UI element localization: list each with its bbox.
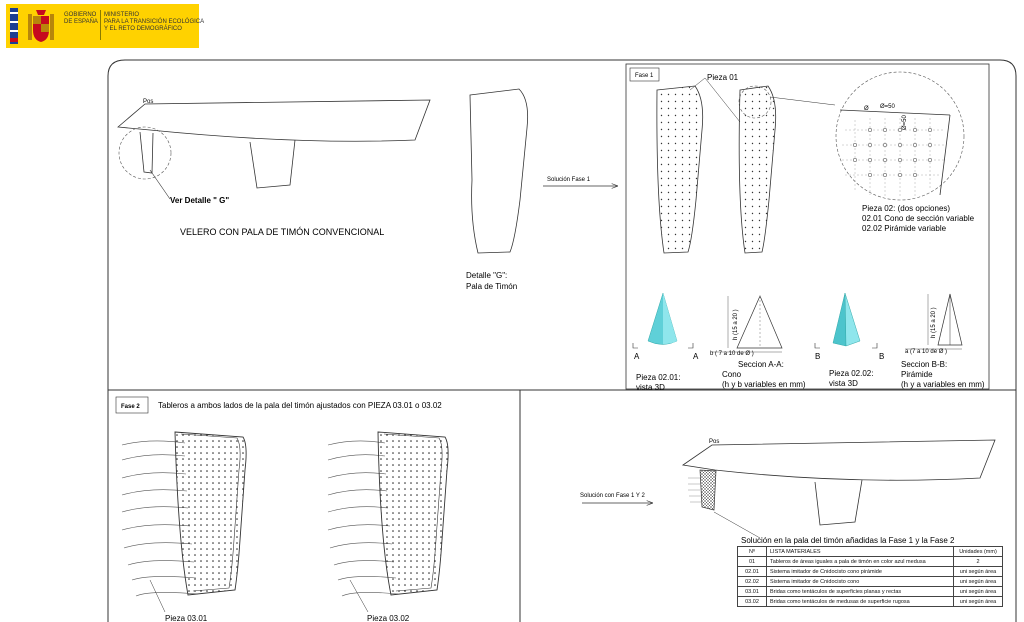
section-aa-line1: Seccion A-A:	[738, 360, 784, 369]
sailboat-solution	[683, 440, 995, 538]
piece02-option2: 02.02 Pirámide variable	[862, 224, 947, 233]
dim-d50: Ø=50	[880, 104, 895, 110]
cone-height-dim: h (15 a 20 )	[733, 309, 739, 340]
pyramid-section-b-right: B	[879, 352, 885, 361]
piece0301-drawing	[122, 432, 246, 612]
piece0302-label: Pieza 03.02	[367, 614, 410, 622]
cone-section-a-right: A	[693, 352, 699, 361]
piece0302-drawing	[328, 432, 448, 612]
material-units: 2	[954, 557, 1003, 567]
piece01-panel-right	[739, 86, 776, 253]
detail-leader	[770, 97, 835, 105]
material-units: uni según área	[954, 567, 1003, 577]
piece01-panel-left	[657, 86, 703, 253]
material-number: 01	[738, 557, 767, 567]
section-aa-line2: Cono	[722, 370, 742, 379]
table-row	[738, 557, 1003, 567]
boat-pos-label: Pos	[143, 99, 154, 105]
material-description: Bridas como tentáculos de medusas de superficie rugosa	[767, 597, 954, 607]
phase1-arrow-label: Solución Fase 1	[547, 177, 591, 183]
table-row	[738, 567, 1003, 577]
ministry-line-1: MINISTERIO	[104, 12, 140, 18]
cone-3d	[648, 293, 677, 345]
section-bb-line2: Pirámide	[901, 370, 933, 379]
pyramid-base-dim: a (7 a 10 de Ø )	[905, 349, 948, 355]
pyramid-3d	[833, 293, 860, 346]
material-description: Sistema imitador de Cnidocisto cono pirámide	[767, 567, 954, 577]
material-number: 03.01	[738, 587, 767, 597]
material-number: 02.01	[738, 567, 767, 577]
materials-header-row	[738, 547, 1003, 557]
table-row	[738, 577, 1003, 587]
material-number: 03.02	[738, 597, 767, 607]
cone-section-aa	[712, 296, 782, 352]
piece02-title: Pieza 02: (dos opciones)	[862, 204, 951, 213]
section-aa-line3: (h y b variables en mm)	[722, 380, 806, 389]
materials-header-list: LISTA MATERIALES	[767, 547, 954, 557]
table-row	[738, 587, 1003, 597]
material-units: uni según área	[954, 587, 1003, 597]
rudder-detail-g	[470, 89, 528, 253]
piece0301-label: Pieza 03.01	[165, 614, 208, 622]
material-units: uni según área	[954, 577, 1003, 587]
section-bb-line3: (h y a variables en mm)	[901, 380, 985, 389]
piece01-label: Pieza 01	[707, 73, 739, 82]
section-bb-line1: Seccion B-B:	[901, 360, 948, 369]
pyramid-height-dim: h (15 a 20 )	[931, 307, 937, 338]
dim-diameter: Ø	[864, 106, 869, 112]
solution-arrow-label: Solución con Fase 1 Y 2	[580, 493, 645, 499]
materials-header-number: Nº	[738, 547, 767, 557]
cone-caption-line1: Pieza 02.01:	[636, 373, 681, 382]
section-a-mark-left	[633, 343, 638, 348]
section-a-mark-right	[688, 343, 693, 348]
material-description: Tableros de áreas iguales a pala de timón en color azul medusa	[767, 557, 954, 567]
sailboat-conventional	[118, 100, 430, 199]
section-b-mark-left	[815, 343, 820, 348]
detail-g-line1: Detalle "G":	[466, 271, 508, 280]
phase1-tag: Fase 1	[635, 73, 654, 79]
material-number: 02.02	[738, 577, 767, 587]
phase2-title: Tableros a ambos lados de la pala del timón ajustados con PIEZA 03.01 o 03.02	[158, 401, 442, 410]
material-description: Bridas como tentáculos de superficies planas y rectas	[767, 587, 954, 597]
gov-line-2: DE ESPAÑA	[64, 19, 98, 25]
solution-title: Solución en la pala del timón añadidas la Fase 1 y la Fase 2	[741, 536, 955, 545]
detail-g-line2: Pala de Timón	[466, 282, 518, 291]
boat-title: VELERO CON PALA DE TIMÓN CONVENCIONAL	[180, 227, 385, 237]
section-b-mark-right	[872, 343, 877, 348]
materials-header-units: Unidades (mm)	[954, 547, 1003, 557]
cone-section-a-left: A	[634, 352, 640, 361]
piece02-detail-circle	[836, 72, 964, 200]
piece01-leader-1	[690, 78, 705, 90]
ministry-line-3: Y EL RETO DEMOGRÁFICO	[104, 26, 182, 32]
detail-reference: Ver Detalle " G"	[170, 196, 230, 205]
gov-line-1: GOBIERNO	[64, 12, 97, 18]
cone-base-dim: b ( 7 a 10 de Ø )	[710, 351, 754, 357]
material-description: Sistema imitador de Cnidocisto cono	[767, 577, 954, 587]
pyramid-caption-line2: vista 3D	[829, 379, 858, 388]
pyramid-caption-line1: Pieza 02.02:	[829, 369, 874, 378]
solution-boat-pos-label: Pos	[709, 439, 720, 445]
dim-h50: Ø=50	[902, 115, 908, 130]
pyramid-section-b-left: B	[815, 352, 821, 361]
ministry-line-2: PARA LA TRANSICIÓN ECOLÓGICA	[104, 19, 205, 25]
phase2-tag: Fase 2	[121, 404, 140, 410]
cone-caption-line2: vista 3D	[636, 383, 665, 392]
piece02-option1: 02.01 Cono de sección variable	[862, 214, 975, 223]
materials-table	[737, 546, 1003, 607]
piece01-leader-2	[705, 78, 740, 122]
table-row	[738, 597, 1003, 607]
material-units: uni según área	[954, 597, 1003, 607]
